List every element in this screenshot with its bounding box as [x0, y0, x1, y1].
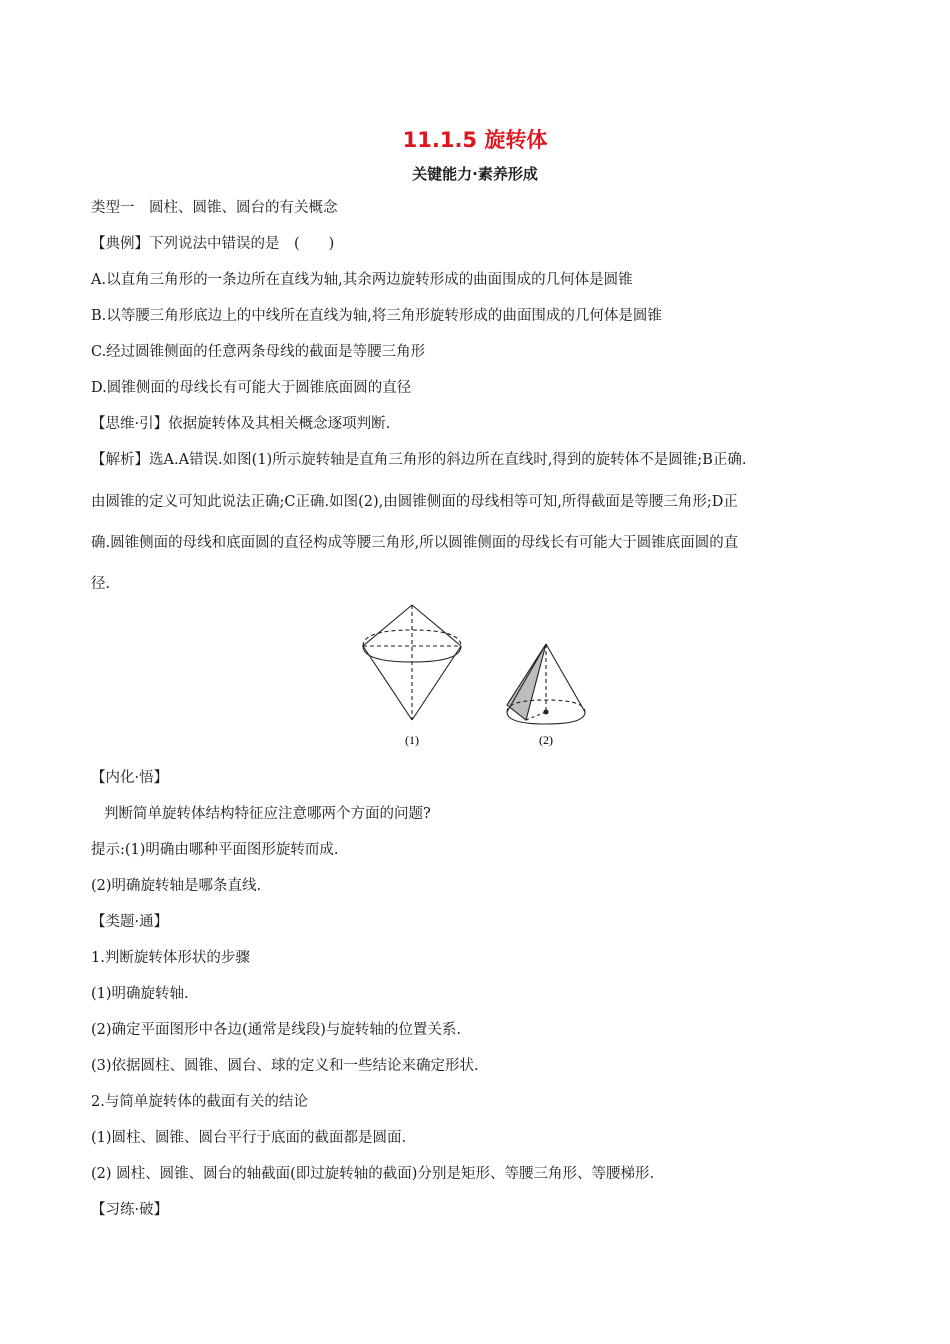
steps-heading: 1.判断旋转体形状的步骤 [91, 950, 250, 966]
internalize-question: 判断简单旋转体结构特征应注意哪两个方面的问题? [104, 806, 431, 822]
option-d: D.圆锥侧面的母线长有可能大于圆锥底面圆的直径 [91, 380, 412, 396]
solution-line-3: 确.圆锥侧面的母线和底面圆的直径构成等腰三角形,所以圆锥侧面的母线长有可能大于圆锥底面圆的直 [91, 535, 739, 551]
solution-line-4: 径. [91, 576, 111, 592]
hint-line-2: (2)明确旋转轴是哪条直线. [91, 878, 262, 894]
step-2: (2)确定平面图形中各边(通常是线段)与旋转轴的位置关系. [91, 1022, 461, 1038]
option-c: C.经过圆锥侧面的任意两条母线的截面是等腰三角形 [91, 344, 426, 360]
figure-1-double-cone [363, 605, 461, 720]
example-prompt: 【典例】下列说法中错误的是 ( ) [91, 236, 335, 252]
cone-figure [360, 602, 592, 752]
hint-line-1: 提示:(1)明确由哪种平面图形旋转而成. [91, 842, 339, 858]
conclusion-heading: 2.与简单旋转体的截面有关的结论 [91, 1094, 308, 1110]
conclusion-1: (1)圆柱、圆锥、圆台平行于底面的截面都是圆面. [91, 1130, 407, 1146]
similar-heading: 【类题·通】 [91, 914, 169, 930]
section-subtitle: 关键能力·素养形成 [412, 165, 538, 183]
figure-1-label: (1) [405, 733, 419, 747]
option-b: B.以等腰三角形底边上的中线所在直线为轴,将三角形旋转形成的曲面围成的几何体是圆锥 [91, 308, 662, 324]
practice-heading: 【习练·破】 [91, 1202, 169, 1218]
figure-2-cone-section [507, 644, 585, 724]
figure-2-label: (2) [539, 733, 553, 747]
option-a: A.以直角三角形的一条边所在直线为轴,其余两边旋转形成的曲面围成的几何体是圆锥 [91, 272, 633, 288]
type-heading: 类型一 圆柱、圆锥、圆台的有关概念 [91, 200, 338, 216]
thinking-guide: 【思维·引】依据旋转体及其相关概念逐项判断. [91, 416, 391, 432]
solution-line-1: 【解析】选A.A错误.如图(1)所示旋转轴是直角三角形的斜边所在直线时,得到的旋转体不是圆锥;B正确. [91, 452, 747, 468]
internalize-heading: 【内化·悟】 [91, 770, 169, 786]
solution-line-2: 由圆锥的定义可知此说法正确;C正确.如图(2),由圆锥侧面的母线相等可知,所得截面是等腰三角形;D正 [91, 494, 738, 510]
step-1: (1)明确旋转轴. [91, 986, 189, 1002]
conclusion-2: (2) 圆柱、圆锥、圆台的轴截面(即过旋转轴的截面)分别是矩形、等腰三角形、等腰梯形. [91, 1166, 655, 1182]
step-3: (3)依据圆柱、圆锥、圆台、球的定义和一些结论来确定形状. [91, 1058, 479, 1074]
section-title: 11.1.5 旋转体 [402, 128, 548, 152]
